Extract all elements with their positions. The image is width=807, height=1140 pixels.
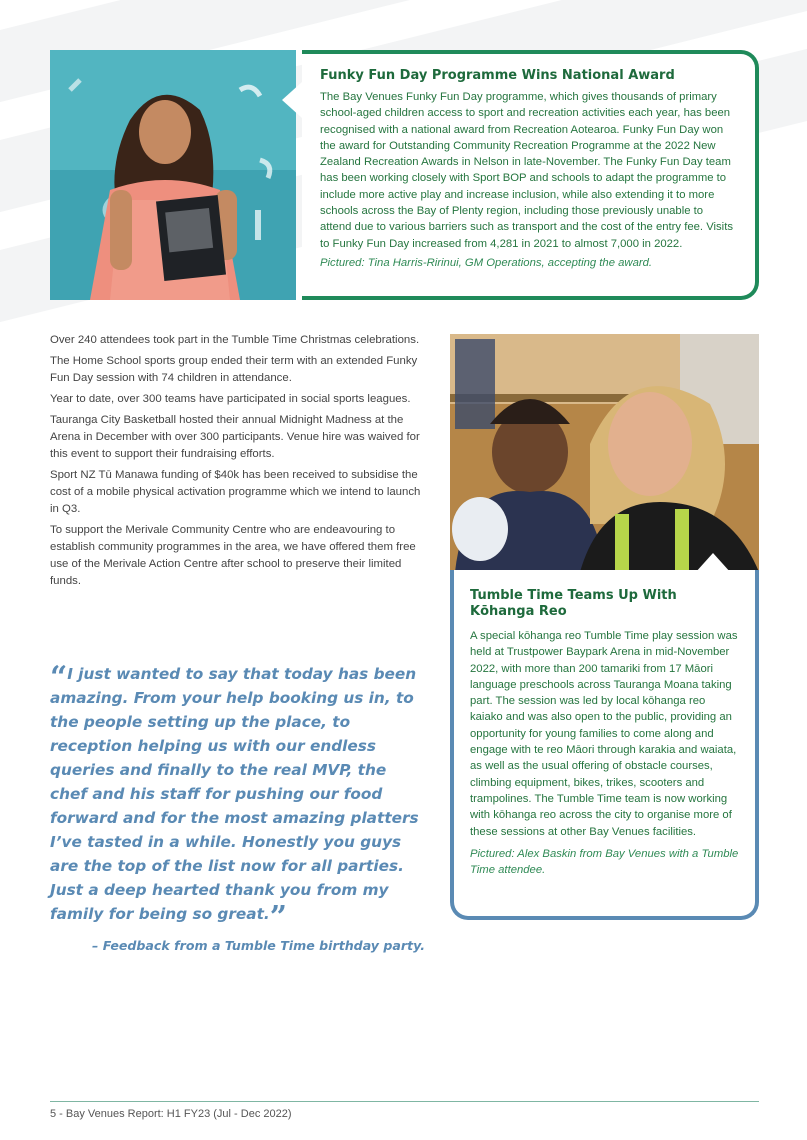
tumble-time-body-text: A special kōhanga reo Tumble Time play session was held at Trustpower Baypark Arena in mid-November 2022, with more than 200 tamariki from 17 Māori language preschools across Tauranga Moana taking part. The session was led by local kōhanga reo kaiako and was also open to the public, providing an opportunity for young families to come along and engage with te reo Māori through karakia and waiata, as well as the usual offering of obstacle courses, climbing equipment, bikes, trikes, scooters and trampolines. The Tumble Time team is now working with kōhanga reo across the city to organise more of these sessions at other Bay Venues facilities. — [470, 630, 738, 838]
award-card-pointer — [282, 82, 302, 118]
close-quote-mark: ” — [269, 900, 287, 935]
award-photo-caption: Pictured: Tina Harris-Ririnui, GM Operations, accepting the award. — [320, 256, 653, 269]
award-heading: Funky Fun Day Programme Wins National Award — [320, 68, 675, 83]
page-footer: 5 - Bay Venues Report: H1 FY23 (Jul - Dec 2022) — [50, 1108, 292, 1120]
open-quote-mark: “ — [50, 660, 68, 695]
update-item: Over 240 attendees took part in the Tumble Time Christmas celebrations. — [50, 334, 420, 346]
award-body-text: The Bay Venues Funky Fun Day programme, which gives thousands of primary school-aged children access to sport and recreation activities each year, has been recognised with a national award from Recreation Aotearoa. Funky Fun Day won the award for Outstanding Community Recreation Programme at the 2022 New Zealand Recreation Awards in Nelson in late-November. The Funky Fun Day team has been working closely with Sport BOP and schools to adapt the programme to include more active play and increase inclusion, while also extending it to more schools across the Bay of Plenty region, including those previously unable to attend due to various barriers such as transport and the cost of the entry fee. Visits to Funky Fun Day increased from 4,281 in 2021 to almost 7,000 in 2022. — [320, 91, 733, 250]
award-photo — [50, 50, 296, 300]
update-item: Year to date, over 300 teams have participated in social sports leagues. — [50, 393, 411, 405]
quote-text-block — [50, 660, 425, 935]
tumble-time-photo — [450, 334, 759, 572]
tumble-time-heading: Tumble Time Teams Up With Kōhanga Reo — [470, 588, 677, 619]
updates-list — [50, 332, 425, 594]
update-item: Sport NZ Tū Manawa funding of $40k has been received to subsidise the cost of a mobile physical activation programme which we intend to launch in Q3. — [50, 469, 421, 515]
update-item: Tauranga City Basketball hosted their annual Midnight Madness at the Arena in December with over 300 participants. Venue hire was waived for this event to support their fundraising efforts. — [50, 414, 420, 460]
quote-text: I just wanted to say that today has been amazing. From your help booking us in, to the people setting up the place, to reception helping us with our endless queries and finally to the real MVP, the chef and his staff for pushing our food forward and for the most amazing platters I’ve tasted in a while. Honestly you guys are the top of the list now for all parties. Just a deep hearted thank you from my family for being so great. — [50, 665, 419, 923]
update-item: To support the Merivale Community Centre who are endeavouring to establish community programmes in the area, we have offered them free use of the Merivale Action Centre after school to preserve their limited funds. — [50, 524, 416, 587]
tumble-time-card-pointer — [695, 553, 731, 573]
update-item: The Home School sports group ended their term with an extended Funky Fun Day session with 74 children in attendance. — [50, 355, 418, 384]
footer-divider — [50, 1101, 759, 1102]
tumble-time-card — [450, 570, 759, 920]
tumble-time-photo-caption: Pictured: Alex Baskin from Bay Venues with a Tumble Time attendee. — [470, 847, 739, 876]
award-card — [302, 50, 759, 300]
quote-attribution: – Feedback from a Tumble Time birthday party. — [92, 938, 425, 953]
testimonial-quote — [50, 662, 425, 953]
